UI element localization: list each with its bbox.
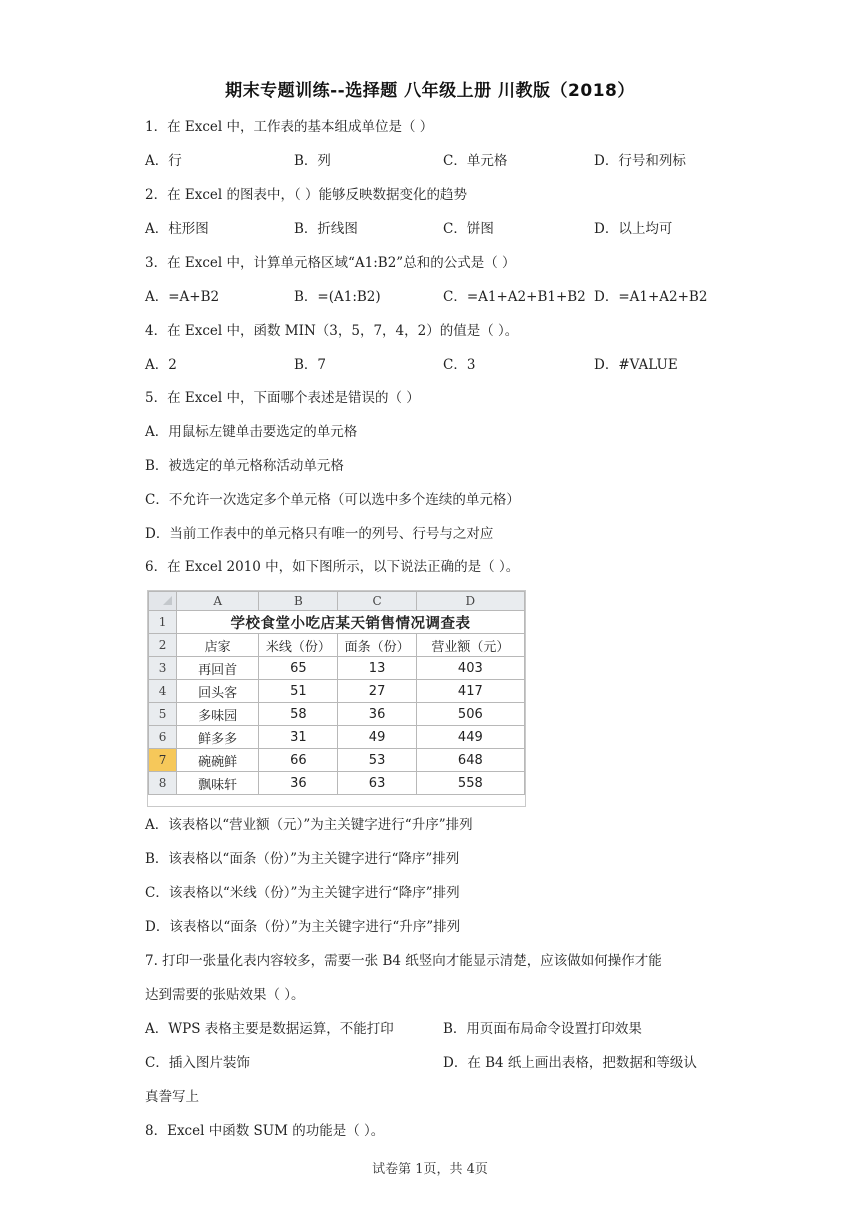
question-5-stem: 5．在 Excel 中，下面哪个表述是错误的（ ）	[145, 390, 420, 406]
q4-option-b: B．7	[294, 357, 327, 373]
cell: 多味园	[177, 703, 259, 726]
q2-option-c: C．饼图	[443, 221, 494, 237]
q4-option-a: A．2	[145, 357, 177, 373]
cell: 36	[338, 703, 416, 726]
row-number: 1	[149, 611, 177, 634]
q2-option-a: A．柱形图	[145, 221, 209, 237]
header-cell: 米线（份）	[259, 634, 338, 657]
row-number: 2	[149, 634, 177, 657]
cell: 65	[259, 657, 338, 680]
q2-option-b: B．折线图	[294, 221, 358, 237]
cell: 58	[259, 703, 338, 726]
cell: 417	[416, 680, 524, 703]
q1-option-d: D．行号和列标	[594, 153, 686, 169]
table-row	[149, 703, 525, 726]
cell: 506	[416, 703, 524, 726]
col-header-b: B	[259, 592, 338, 611]
q4-option-c: C．3	[443, 357, 476, 373]
question-7-stem-line1: 7. 打印一张量化表内容较多，需要一张 B4 纸竖向才能显示清楚，应该做如何操作才能	[145, 953, 662, 969]
cell: 27	[338, 680, 416, 703]
question-4-stem: 4．在 Excel 中，函数 MIN（3，5，7，4，2）的值是（ ）。	[145, 323, 519, 339]
select-all-triangle-icon	[163, 596, 172, 605]
cell: 31	[259, 726, 338, 749]
q2-option-d: D．以上均可	[594, 221, 673, 237]
page-title: 期末专题训练--选择题 八年级上册 川教版（2018）	[225, 81, 635, 101]
col-header-d: D	[416, 592, 524, 611]
question-8-stem: 8．Excel 中函数 SUM 的功能是（ ）。	[145, 1123, 385, 1139]
q3-option-b: B．=(A1:B2)	[294, 289, 381, 305]
cell: 飘味轩	[177, 772, 259, 795]
question-7-stem-line2: 达到需要的张贴效果（ ）。	[145, 987, 305, 1003]
table-row	[149, 749, 525, 772]
cell: 648	[416, 749, 524, 772]
q7-option-b: B．用页面布局命令设置打印效果	[443, 1021, 642, 1037]
q7-option-a: A．WPS 表格主要是数据运算，不能打印	[145, 1021, 394, 1037]
cell: 558	[416, 772, 524, 795]
table-row	[149, 657, 525, 680]
q3-option-c: C．=A1+A2+B1+B2	[443, 289, 586, 305]
table-row	[149, 726, 525, 749]
q7-option-d: D．在 B4 纸上画出表格，把数据和等级认	[443, 1055, 697, 1071]
header-cell: 营业额（元）	[416, 634, 524, 657]
cell: 53	[338, 749, 416, 772]
cell: 回头客	[177, 680, 259, 703]
question-6-stem: 6．在 Excel 2010 中，如下图所示，以下说法正确的是（ ）。	[145, 559, 520, 575]
question-1-stem: 1．在 Excel 中，工作表的基本组成单位是（ ）	[145, 119, 434, 135]
row-number: 4	[149, 680, 177, 703]
cell: 36	[259, 772, 338, 795]
cell: 449	[416, 726, 524, 749]
col-header-c: C	[338, 592, 416, 611]
row-number-selected: 7	[149, 749, 177, 772]
q6-option-b: B．该表格以“面条（份）”为主关键字进行“降序”排列	[145, 851, 460, 867]
q5-option-d: D．当前工作表中的单元格只有唯一的列号、行号与之对应	[145, 526, 494, 542]
header-cell: 店家	[177, 634, 259, 657]
q3-option-a: A．=A+B2	[145, 289, 220, 305]
row-number: 3	[149, 657, 177, 680]
cell: 再回首	[177, 657, 259, 680]
cell: 63	[338, 772, 416, 795]
cell: 13	[338, 657, 416, 680]
cell: 49	[338, 726, 416, 749]
cell: 鲜多多	[177, 726, 259, 749]
row-number: 8	[149, 772, 177, 795]
cell: 51	[259, 680, 338, 703]
q7-option-d-continued: 真誊写上	[145, 1089, 199, 1105]
row-number: 6	[149, 726, 177, 749]
header-cell: 面条（份）	[338, 634, 416, 657]
spreadsheet-image	[147, 590, 526, 807]
q3-option-d: D．=A1+A2+B2	[594, 289, 708, 305]
cell: 66	[259, 749, 338, 772]
q1-option-a: A．行	[145, 153, 182, 169]
sheet-corner	[149, 592, 177, 611]
q1-option-c: C．单元格	[443, 153, 508, 169]
row-number: 5	[149, 703, 177, 726]
q5-option-b: B．被选定的单元格称活动单元格	[145, 458, 344, 474]
question-2-stem: 2．在 Excel 的图表中，（ ）能够反映数据变化的趋势	[145, 187, 468, 203]
cell: 403	[416, 657, 524, 680]
question-3-stem: 3．在 Excel 中，计算单元格区域“A1:B2”总和的公式是（ ）	[145, 255, 516, 271]
q7-option-c: C．插入图片装饰	[145, 1055, 250, 1071]
col-header-a: A	[177, 592, 259, 611]
q4-option-d: D．#VALUE	[594, 357, 678, 373]
page-footer: 试卷第 1页，共 4页	[372, 1162, 488, 1177]
table-row	[149, 680, 525, 703]
q6-option-d: D．该表格以“面条（份）”为主关键字进行“升序”排列	[145, 919, 461, 935]
table-row	[149, 772, 525, 795]
q1-option-b: B．列	[294, 153, 331, 169]
q5-option-a: A．用鼠标左键单击要选定的单元格	[145, 424, 358, 440]
sheet-table-title: 学校食堂小吃店某天销售情况调查表	[177, 611, 525, 634]
q5-option-c: C．不允许一次选定多个单元格（可以选中多个连续的单元格）	[145, 492, 520, 508]
q6-option-c: C．该表格以“米线（份）”为主关键字进行“降序”排列	[145, 885, 460, 901]
cell: 碗碗鲜	[177, 749, 259, 772]
q6-option-a: A．该表格以“营业额（元）”为主关键字进行“升序”排列	[145, 817, 473, 833]
